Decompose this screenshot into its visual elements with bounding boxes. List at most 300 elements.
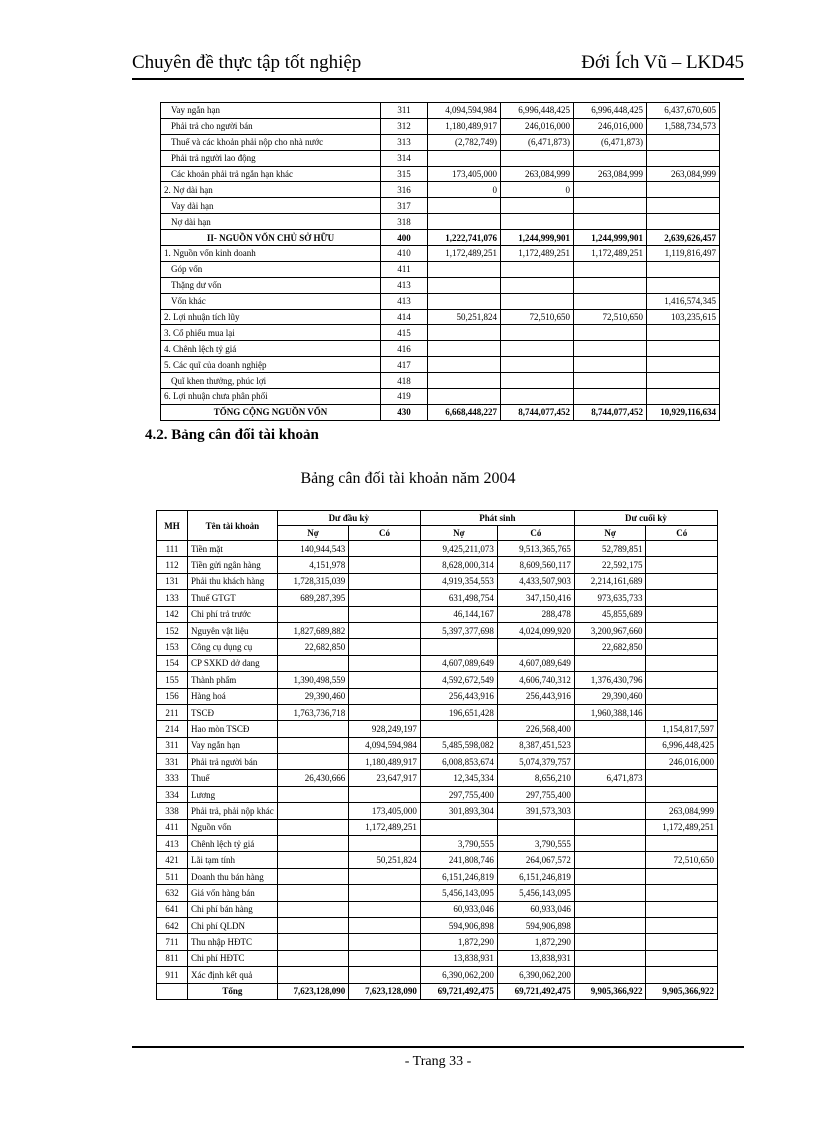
opening-debit: [277, 655, 349, 671]
closing-credit: [646, 622, 718, 638]
header-credit: Có: [497, 526, 574, 541]
closing-credit: [646, 934, 718, 950]
row-code: 410: [381, 246, 428, 262]
table-row: [157, 557, 718, 573]
account-code: 112: [157, 557, 188, 573]
table-row: [161, 357, 720, 373]
table-row: [157, 967, 718, 983]
period-debit: 8,628,000,314: [420, 557, 497, 573]
period-debit: 301,893,304: [420, 803, 497, 819]
header-credit: Có: [349, 526, 421, 541]
row-code: 411: [381, 261, 428, 277]
account-code: 156: [157, 688, 188, 704]
period-credit: 256,443,916: [497, 688, 574, 704]
table-row: [157, 754, 718, 770]
period-debit: 196,651,428: [420, 704, 497, 720]
row-value: 0: [428, 182, 501, 198]
row-value: [647, 277, 720, 293]
closing-debit: [574, 852, 646, 868]
total-closing-credit: 9,905,366,922: [646, 983, 718, 999]
row-value: 1,222,741,076: [428, 230, 501, 246]
table-row: [157, 672, 718, 688]
closing-debit: 3,200,967,660: [574, 622, 646, 638]
account-name: Phải trả người bán: [188, 754, 278, 770]
closing-credit: [646, 672, 718, 688]
account-name: Vay ngắn hạn: [188, 737, 278, 753]
closing-debit: 22,682,850: [574, 639, 646, 655]
row-label: TỔNG CỘNG NGUỒN VỐN: [161, 404, 381, 420]
period-credit: 297,755,400: [497, 786, 574, 802]
row-value: [428, 150, 501, 166]
closing-debit: 29,390,460: [574, 688, 646, 704]
account-name: Thuế GTGT: [188, 590, 278, 606]
row-value: 1,172,489,251: [428, 246, 501, 262]
closing-debit: [574, 885, 646, 901]
closing-credit: 1,154,817,597: [646, 721, 718, 737]
account-code: 133: [157, 590, 188, 606]
row-code: 417: [381, 357, 428, 373]
row-value: (6,471,873): [501, 134, 574, 150]
row-value: [428, 198, 501, 214]
period-debit: 4,607,089,649: [420, 655, 497, 671]
opening-credit: [349, 885, 421, 901]
closing-credit: [646, 704, 718, 720]
row-code: 415: [381, 325, 428, 341]
row-code: 414: [381, 309, 428, 325]
row-value: [647, 389, 720, 405]
row-label: 5. Các quĩ của doanh nghiệp: [161, 357, 381, 373]
table-row: [161, 103, 720, 119]
row-value: 263,084,999: [647, 166, 720, 182]
table-row: [157, 655, 718, 671]
account-code: 111: [157, 541, 188, 557]
row-value: 263,084,999: [574, 166, 647, 182]
opening-debit: [277, 967, 349, 983]
opening-credit: [349, 950, 421, 966]
account-name: Phải thu khách hàng: [188, 573, 278, 589]
closing-debit: 973,635,733: [574, 590, 646, 606]
header-code: MH: [157, 511, 188, 541]
period-debit: 256,443,916: [420, 688, 497, 704]
row-value: [647, 341, 720, 357]
closing-debit: 2,214,161,689: [574, 573, 646, 589]
period-debit: 6,390,062,200: [420, 967, 497, 983]
row-value: [574, 277, 647, 293]
period-debit: 4,919,354,553: [420, 573, 497, 589]
period-credit: 9,513,365,765: [497, 541, 574, 557]
period-debit: 5,397,377,698: [420, 622, 497, 638]
total-period-credit: 69,721,492,475: [497, 983, 574, 999]
closing-credit: [646, 557, 718, 573]
closing-debit: [574, 803, 646, 819]
table-row: [161, 166, 720, 182]
opening-debit: [277, 950, 349, 966]
opening-credit: [349, 967, 421, 983]
opening-debit: 1,390,498,559: [277, 672, 349, 688]
account-name: Thành phẩm: [188, 672, 278, 688]
period-debit: 631,498,754: [420, 590, 497, 606]
account-code: 421: [157, 852, 188, 868]
header-credit: Có: [646, 526, 718, 541]
period-credit: 594,906,898: [497, 917, 574, 933]
row-value: [574, 325, 647, 341]
row-value: [501, 214, 574, 230]
trial-balance-table: [156, 510, 718, 1000]
opening-debit: 140,944,543: [277, 541, 349, 557]
account-code: 334: [157, 786, 188, 802]
opening-debit: [277, 836, 349, 852]
period-credit: 4,433,507,903: [497, 573, 574, 589]
row-value: (6,471,873): [574, 134, 647, 150]
row-value: [501, 277, 574, 293]
row-code: 315: [381, 166, 428, 182]
account-name: Chi phí HĐTC: [188, 950, 278, 966]
row-value: 1,172,489,251: [501, 246, 574, 262]
header-title: Chuyên đề thực tập tốt nghiệp: [132, 52, 362, 73]
opening-credit: [349, 934, 421, 950]
account-name: Chi phí QLDN: [188, 917, 278, 933]
account-code: 642: [157, 917, 188, 933]
opening-debit: 689,287,395: [277, 590, 349, 606]
period-debit: 13,838,931: [420, 950, 497, 966]
row-label: 2. Nợ dài hạn: [161, 182, 381, 198]
opening-credit: [349, 622, 421, 638]
period-debit: 12,345,334: [420, 770, 497, 786]
opening-credit: [349, 655, 421, 671]
row-value: [501, 373, 574, 389]
closing-credit: 72,510,650: [646, 852, 718, 868]
table-row: [157, 688, 718, 704]
row-value: [574, 373, 647, 389]
account-code: 211: [157, 704, 188, 720]
account-code: 511: [157, 868, 188, 884]
header-closing-balance: Dư cuối kỳ: [574, 511, 717, 526]
opening-credit: [349, 606, 421, 622]
row-value: [574, 150, 647, 166]
table-row: [161, 404, 720, 420]
period-credit: 4,607,089,649: [497, 655, 574, 671]
closing-debit: [574, 917, 646, 933]
row-value: 72,510,650: [574, 309, 647, 325]
account-name: Lương: [188, 786, 278, 802]
row-value: 263,084,999: [501, 166, 574, 182]
row-code: 318: [381, 214, 428, 230]
closing-credit: [646, 573, 718, 589]
header-debit: Nợ: [277, 526, 349, 541]
period-credit: 1,872,290: [497, 934, 574, 950]
opening-debit: 4,151,978: [277, 557, 349, 573]
row-label: Thặng dư vốn: [161, 277, 381, 293]
period-credit: 5,456,143,095: [497, 885, 574, 901]
closing-credit: [646, 688, 718, 704]
opening-credit: 928,249,197: [349, 721, 421, 737]
account-name: Giá vốn hàng bán: [188, 885, 278, 901]
row-code: 314: [381, 150, 428, 166]
closing-credit: [646, 950, 718, 966]
closing-debit: [574, 967, 646, 983]
account-name: Nguồn vốn: [188, 819, 278, 835]
closing-credit: [646, 868, 718, 884]
row-value: [647, 325, 720, 341]
period-debit: [420, 721, 497, 737]
closing-debit: [574, 754, 646, 770]
row-label: Vay dài hạn: [161, 198, 381, 214]
row-label: 4. Chênh lệch tỷ giá: [161, 341, 381, 357]
closing-debit: [574, 721, 646, 737]
row-value: [428, 389, 501, 405]
closing-debit: 1,376,430,796: [574, 672, 646, 688]
account-name: Xác định kết quả: [188, 967, 278, 983]
period-credit: [497, 704, 574, 720]
table-row: [157, 934, 718, 950]
opening-credit: [349, 917, 421, 933]
row-code: 418: [381, 373, 428, 389]
account-code: 142: [157, 606, 188, 622]
row-value: 1,119,816,497: [647, 246, 720, 262]
period-debit: 4,592,672,549: [420, 672, 497, 688]
period-debit: 3,790,555: [420, 836, 497, 852]
period-debit: [420, 639, 497, 655]
opening-credit: [349, 573, 421, 589]
opening-credit: 1,180,489,917: [349, 754, 421, 770]
account-name: Nguyên vật liệu: [188, 622, 278, 638]
period-debit: 5,485,598,082: [420, 737, 497, 753]
row-value: 4,094,594,984: [428, 103, 501, 119]
period-credit: 3,790,555: [497, 836, 574, 852]
row-value: [501, 293, 574, 309]
opening-credit: 1,172,489,251: [349, 819, 421, 835]
period-credit: 6,390,062,200: [497, 967, 574, 983]
period-credit: 6,151,246,819: [497, 868, 574, 884]
row-value: 1,180,489,917: [428, 118, 501, 134]
row-label: 3. Cổ phiếu mua lại: [161, 325, 381, 341]
row-value: [428, 293, 501, 309]
closing-credit: [646, 786, 718, 802]
period-credit: [497, 639, 574, 655]
account-code: 641: [157, 901, 188, 917]
account-code: 311: [157, 737, 188, 753]
row-value: [574, 198, 647, 214]
row-value: 1,588,734,573: [647, 118, 720, 134]
closing-credit: [646, 606, 718, 622]
row-value: [501, 198, 574, 214]
opening-debit: [277, 917, 349, 933]
period-credit: 288,478: [497, 606, 574, 622]
table-row: [161, 261, 720, 277]
account-name: Tiền mặt: [188, 541, 278, 557]
period-debit: 6,151,246,819: [420, 868, 497, 884]
row-value: 103,235,615: [647, 309, 720, 325]
row-code: 416: [381, 341, 428, 357]
account-code: 152: [157, 622, 188, 638]
opening-credit: [349, 786, 421, 802]
period-credit: 8,656,210: [497, 770, 574, 786]
account-code: 711: [157, 934, 188, 950]
period-debit: 241,808,746: [420, 852, 497, 868]
table-row: [161, 134, 720, 150]
period-credit: 8,387,451,523: [497, 737, 574, 753]
opening-debit: [277, 721, 349, 737]
table-row: [161, 325, 720, 341]
row-code: 413: [381, 277, 428, 293]
period-debit: 1,872,290: [420, 934, 497, 950]
row-value: [501, 150, 574, 166]
closing-debit: 1,960,388,146: [574, 704, 646, 720]
total-period-debit: 69,721,492,475: [420, 983, 497, 999]
row-label: 6. Lợi nhuận chưa phân phối: [161, 389, 381, 405]
total-opening-debit: 7,623,128,090: [277, 983, 349, 999]
row-value: [647, 261, 720, 277]
row-value: [501, 389, 574, 405]
opening-debit: [277, 901, 349, 917]
opening-credit: [349, 639, 421, 655]
period-credit: 391,573,303: [497, 803, 574, 819]
row-code: 419: [381, 389, 428, 405]
header-author: Đới Ích Vũ – LKD45: [581, 52, 744, 73]
period-credit: [497, 819, 574, 835]
period-credit: 226,568,400: [497, 721, 574, 737]
row-label: II- NGUỒN VỐN CHỦ SỞ HỮU: [161, 230, 381, 246]
period-debit: 5,456,143,095: [420, 885, 497, 901]
row-code: 317: [381, 198, 428, 214]
table-row: [157, 950, 718, 966]
row-value: 72,510,650: [501, 309, 574, 325]
row-value: [501, 341, 574, 357]
row-value: [574, 182, 647, 198]
closing-credit: [646, 541, 718, 557]
account-code: 411: [157, 819, 188, 835]
balance-sheet-table: [160, 102, 720, 421]
opening-debit: [277, 819, 349, 835]
table-row: [157, 573, 718, 589]
row-value: 246,016,000: [501, 118, 574, 134]
row-value: [647, 214, 720, 230]
period-credit: 4,606,740,312: [497, 672, 574, 688]
row-label: Phải trả người lao động: [161, 150, 381, 166]
account-name: Hàng hoá: [188, 688, 278, 704]
row-value: 6,668,448,227: [428, 404, 501, 420]
closing-debit: [574, 950, 646, 966]
row-value: 10,929,116,634: [647, 404, 720, 420]
total-empty-cell: [157, 983, 188, 999]
opening-credit: [349, 541, 421, 557]
closing-credit: [646, 590, 718, 606]
row-value: [647, 198, 720, 214]
account-name: Doanh thu bán hàng: [188, 868, 278, 884]
closing-credit: [646, 901, 718, 917]
opening-debit: 26,430,666: [277, 770, 349, 786]
closing-credit: 246,016,000: [646, 754, 718, 770]
account-code: 155: [157, 672, 188, 688]
row-value: [647, 373, 720, 389]
total-closing-debit: 9,905,366,922: [574, 983, 646, 999]
table-row: [157, 885, 718, 901]
opening-debit: [277, 868, 349, 884]
closing-credit: [646, 836, 718, 852]
closing-credit: 263,084,999: [646, 803, 718, 819]
row-code: 413: [381, 293, 428, 309]
closing-credit: [646, 885, 718, 901]
closing-credit: [646, 639, 718, 655]
period-debit: 6,008,853,674: [420, 754, 497, 770]
row-value: [428, 325, 501, 341]
closing-credit: [646, 917, 718, 933]
closing-debit: [574, 901, 646, 917]
row-value: 6,996,448,425: [574, 103, 647, 119]
opening-credit: [349, 688, 421, 704]
account-name: Phải trả, phải nộp khác: [188, 803, 278, 819]
table-row: [161, 373, 720, 389]
period-credit: 5,074,379,757: [497, 754, 574, 770]
opening-debit: 29,390,460: [277, 688, 349, 704]
period-debit: 9,425,211,073: [420, 541, 497, 557]
table-row: [157, 590, 718, 606]
period-debit: [420, 819, 497, 835]
opening-debit: 22,682,850: [277, 639, 349, 655]
closing-credit: [646, 655, 718, 671]
account-code: 154: [157, 655, 188, 671]
table-row: [161, 214, 720, 230]
table-row: [157, 786, 718, 802]
opening-debit: [277, 737, 349, 753]
closing-credit: 1,172,489,251: [646, 819, 718, 835]
row-label: Vay ngắn hạn: [161, 103, 381, 119]
row-label: Thuế và các khoản phải nộp cho nhà nước: [161, 134, 381, 150]
opening-credit: [349, 868, 421, 884]
period-credit: 60,933,046: [497, 901, 574, 917]
opening-credit: 4,094,594,984: [349, 737, 421, 753]
table-row: [161, 246, 720, 262]
table-row: [161, 182, 720, 198]
closing-debit: [574, 868, 646, 884]
table-row: [157, 836, 718, 852]
row-code: 316: [381, 182, 428, 198]
table-row: [157, 917, 718, 933]
row-value: [647, 357, 720, 373]
account-name: CP SXKD dở dang: [188, 655, 278, 671]
account-code: 153: [157, 639, 188, 655]
opening-credit: [349, 836, 421, 852]
table-row: [157, 770, 718, 786]
row-code: 313: [381, 134, 428, 150]
opening-debit: [277, 754, 349, 770]
opening-credit: 173,405,000: [349, 803, 421, 819]
account-code: 911: [157, 967, 188, 983]
table-row: [157, 901, 718, 917]
table-row: [157, 639, 718, 655]
table-row: [157, 803, 718, 819]
row-value: [647, 182, 720, 198]
account-code: 413: [157, 836, 188, 852]
table-row: [157, 868, 718, 884]
period-credit: 8,609,560,117: [497, 557, 574, 573]
account-name: TSCĐ: [188, 704, 278, 720]
account-code: 338: [157, 803, 188, 819]
account-code: 214: [157, 721, 188, 737]
closing-debit: [574, 836, 646, 852]
row-code: 400: [381, 230, 428, 246]
row-label: Các khoản phải trả ngắn hạn khác: [161, 166, 381, 182]
opening-credit: [349, 901, 421, 917]
row-value: [428, 341, 501, 357]
opening-debit: 1,728,315,039: [277, 573, 349, 589]
period-credit: 13,838,931: [497, 950, 574, 966]
closing-debit: [574, 819, 646, 835]
table-row: [161, 118, 720, 134]
account-name: Lãi tạm tính: [188, 852, 278, 868]
row-value: 1,416,574,345: [647, 293, 720, 309]
row-value: [428, 214, 501, 230]
